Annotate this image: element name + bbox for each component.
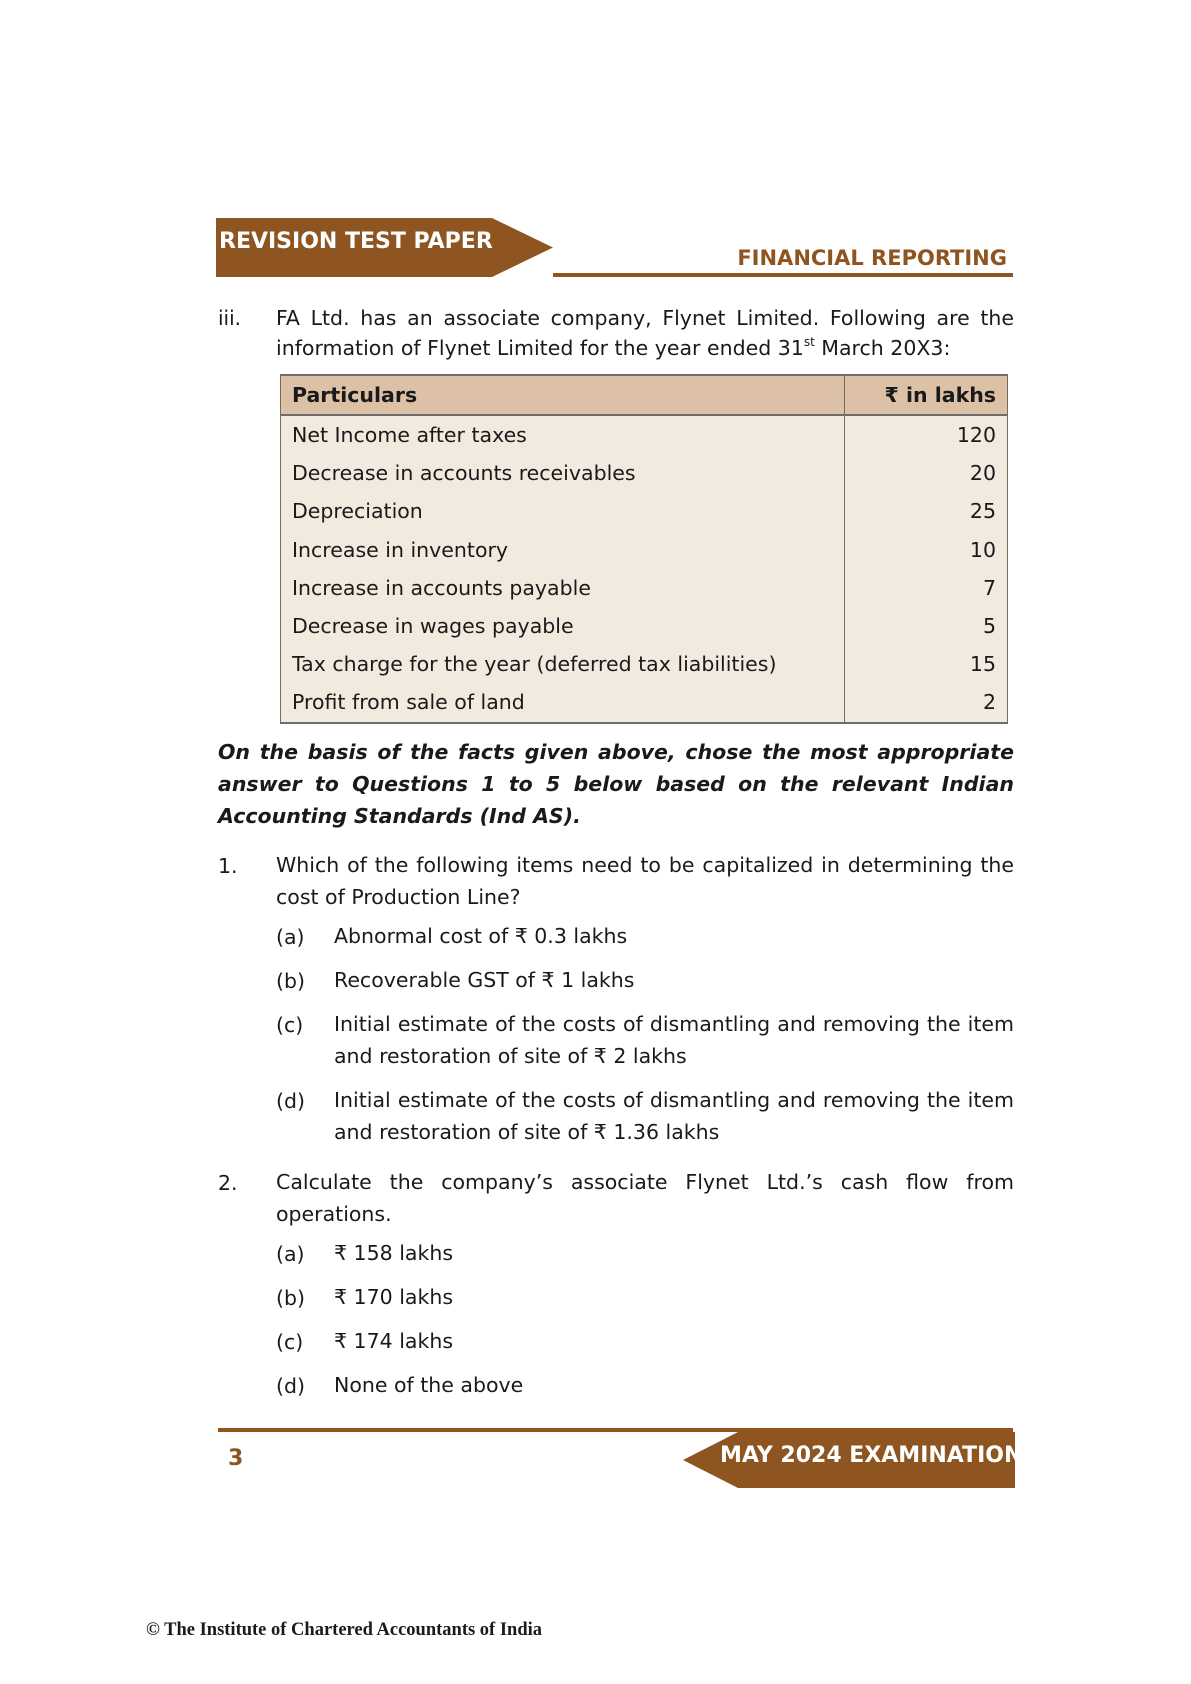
header-right-title: FINANCIAL REPORTING: [737, 246, 1007, 270]
q1-option-a-label: (a): [276, 925, 305, 949]
q1-option-d-label: (d): [276, 1089, 306, 1113]
intro-text-end: March 20X3:: [814, 336, 951, 360]
q1-option-c-text: Initial estimate of the costs of dismantling and removing the item and restoration of site of ₹ 2 lakhs: [334, 1012, 1014, 1068]
table-cell-particular: Increase in accounts payable: [281, 569, 845, 607]
question-2-text: Calculate the company’s associate Flynet Ltd.’s cash flow from operations.: [276, 1170, 1014, 1226]
page-number: 3: [228, 1446, 244, 1471]
q1-option-a-text: Abnormal cost of ₹ 0.3 lakhs: [334, 924, 628, 948]
intro-superscript: st: [803, 335, 815, 349]
table-cell-amount: 20: [845, 454, 1008, 492]
table-row: [281, 531, 1008, 569]
table-row: [281, 607, 1008, 645]
footer-rule: [218, 1428, 1013, 1432]
table-header-amount: ₹ in lakhs: [845, 375, 1008, 415]
table-cell-amount: 7: [845, 569, 1008, 607]
table-row: [281, 683, 1008, 722]
flynet-data-table: [280, 374, 1008, 724]
copyright-notice: © The Institute of Chartered Accountants of India: [146, 1620, 543, 1640]
q2-option-c-label: (c): [276, 1330, 304, 1354]
table-cell-amount: 25: [845, 492, 1008, 530]
intro-text-main: FA Ltd. has an associate company, Flynet Limited. Following are the information of Flynet Limited for the year ended 31: [276, 306, 1014, 360]
table-row: [281, 569, 1008, 607]
q2-option-a-text: ₹ 158 lakhs: [334, 1241, 454, 1265]
table-cell-amount: 10: [845, 531, 1008, 569]
table-row: [281, 492, 1008, 530]
q1-option-c-label: (c): [276, 1013, 304, 1037]
q1-option-b-label: (b): [276, 969, 306, 993]
q2-option-d-text: None of the above: [334, 1373, 524, 1397]
instruction-text: On the basis of the facts given above, chose the most appropriate answer to Questions 1 to 5 below based on the relevant Indian Accounting Standards (Ind AS).: [218, 740, 1014, 828]
q2-option-b-text: ₹ 170 lakhs: [334, 1285, 454, 1309]
question-1-text: Which of the following items need to be capitalized in determining the cost of Production Line?: [276, 853, 1014, 909]
table-cell-amount: 2: [845, 683, 1008, 722]
q1-option-d-text: Initial estimate of the costs of dismantling and removing the item and restoration of site of ₹ 1.36 lakhs: [334, 1088, 1014, 1144]
question-2-number: 2.: [218, 1171, 238, 1195]
intro-paragraph: [276, 303, 1014, 363]
q2-option-d-label: (d): [276, 1374, 306, 1398]
footer-exam-label: MAY 2024 EXAMINATION: [720, 1443, 1023, 1468]
table-cell-particular: Decrease in wages payable: [281, 607, 845, 645]
question-1-number: 1.: [218, 854, 238, 878]
table-cell-particular: Decrease in accounts receivables: [281, 454, 845, 492]
table-row: [281, 415, 1008, 454]
q2-option-a-label: (a): [276, 1242, 305, 1266]
header-left-title: REVISION TEST PAPER: [219, 229, 493, 254]
table-header-row: [281, 375, 1008, 415]
q1-option-b-text: Recoverable GST of ₹ 1 lakhs: [334, 968, 635, 992]
table-row: [281, 454, 1008, 492]
table-cell-amount: 5: [845, 607, 1008, 645]
table-cell-particular: Tax charge for the year (deferred tax liabilities): [281, 645, 845, 683]
table-cell-particular: Profit from sale of land: [281, 683, 845, 722]
header-rule: [553, 273, 1013, 277]
table-cell-particular: Net Income after taxes: [281, 415, 845, 454]
q2-option-c-text: ₹ 174 lakhs: [334, 1329, 454, 1353]
table-row: [281, 645, 1008, 683]
table-header-particulars: Particulars: [281, 375, 845, 415]
table-cell-particular: Increase in inventory: [281, 531, 845, 569]
intro-number: iii.: [218, 306, 242, 330]
table-cell-amount: 120: [845, 415, 1008, 454]
q2-option-b-label: (b): [276, 1286, 306, 1310]
table-cell-particular: Depreciation: [281, 492, 845, 530]
table-cell-amount: 15: [845, 645, 1008, 683]
